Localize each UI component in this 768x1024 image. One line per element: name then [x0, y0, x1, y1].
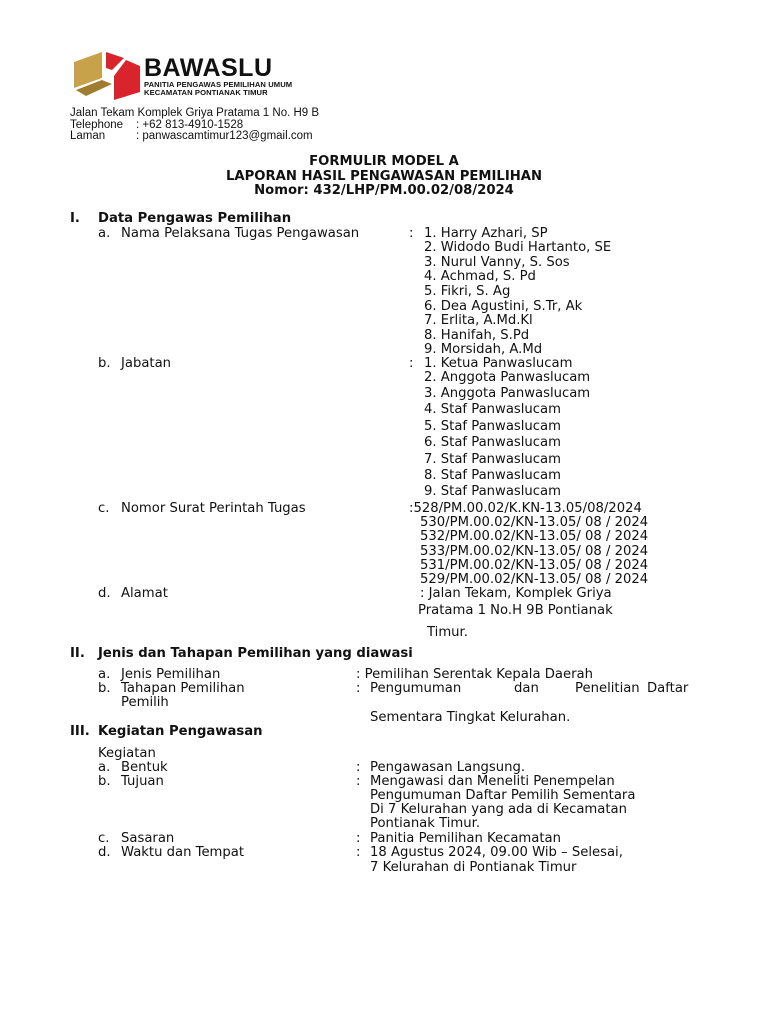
list-item: :528/PM.00.02/K.KN-13.05/08/2024 — [409, 501, 642, 516]
item-d-letter: d. — [98, 586, 111, 601]
item-c-letter: c. — [98, 501, 110, 516]
item-c-letter: c. — [98, 831, 110, 846]
item-b-colon: : — [356, 681, 361, 696]
report-number: Nomor: 432/LHP/PM.00.02/08/2024 — [254, 183, 514, 198]
item-a-letter: a. — [98, 667, 111, 682]
section-2-number: II. — [70, 646, 85, 661]
item-a-label: Nama Pelaksana Tugas Pengawasan — [121, 226, 360, 241]
stage-word: dan — [514, 681, 539, 696]
item-d-letter: d. — [98, 845, 111, 860]
laman-value: : panwascamtimur123@gmail.com — [136, 130, 313, 142]
logo-wordmark: BAWASLU — [144, 54, 273, 82]
list-item: 3. Anggota Panwaslucam — [424, 386, 591, 401]
list-item: 5. Fikri, S. Ag — [424, 284, 511, 299]
form-title: FORMULIR MODEL A — [309, 154, 459, 169]
telephone-label: Telephone — [70, 119, 124, 131]
list-item: 8. Staf Panwaslucam — [424, 468, 561, 483]
list-item: Mengawasi dan Meneliti Penempelan — [370, 774, 615, 789]
item-b-label: Tahapan Pemilihan — [121, 681, 245, 696]
item-c-label: Sasaran — [121, 831, 175, 846]
item-b-label: Jabatan — [121, 356, 172, 371]
item-a-colon: : — [356, 760, 361, 775]
item-c-colon: : — [356, 831, 361, 846]
list-item: 4. Staf Panwaslucam — [424, 402, 561, 417]
logo-subtitle-1: PANITIA PENGAWAS PEMILIHAN UMUM — [144, 80, 293, 89]
list-item: Pengumuman Daftar Pemilih Sementara — [370, 788, 636, 803]
section-1-number: I. — [70, 211, 80, 226]
list-item: 7. Erlita, A.Md.Kl — [424, 313, 533, 328]
section-2-heading: Jenis dan Tahapan Pemilihan yang diawasi — [98, 646, 413, 661]
list-item: 533/PM.00.02/KN-13.05/ 08 / 2024 — [420, 544, 649, 559]
stage-word: Penelitian — [575, 681, 640, 696]
list-item: 7. Staf Panwaslucam — [424, 452, 561, 467]
item-a-colon: : — [409, 226, 414, 241]
list-item: Di 7 Kelurahan yang ada di Kecamatan — [370, 802, 627, 817]
telephone-value: : +62 813-4910-1528 — [136, 119, 244, 131]
list-item: 2. Anggota Panwaslucam — [424, 370, 591, 385]
item-c-label: Nomor Surat Perintah Tugas — [121, 501, 306, 516]
list-item: 1. Ketua Panwaslucam — [424, 356, 573, 371]
list-item: 2. Widodo Budi Hartanto, SE — [424, 240, 612, 255]
list-item: 4. Achmad, S. Pd — [424, 269, 536, 284]
item-d-label: Alamat — [121, 586, 168, 601]
stage-word: Pengumuman — [370, 681, 462, 696]
address-line-1: : Jalan Tekam, Komplek Griya — [420, 586, 612, 601]
activity-intro: Kegiatan — [98, 746, 156, 761]
list-item: 9. Staf Panwaslucam — [424, 484, 561, 499]
list-item: 1. Harry Azhari, SP — [424, 226, 548, 241]
target-value: Panitia Pemilihan Kecamatan — [370, 831, 561, 846]
list-item: 529/PM.00.02/KN-13.05/ 08 / 2024 — [420, 572, 649, 587]
item-d-colon: : — [356, 845, 361, 860]
report-title: LAPORAN HASIL PENGAWASAN PEMILIHAN — [225, 169, 543, 184]
stage-value-continued: Sementara Tingkat Kelurahan. — [370, 710, 571, 725]
list-item: 9. Morsidah, A.Md — [424, 342, 543, 357]
election-type-value: : Pemilihan Serentak Kepala Daerah — [356, 667, 593, 682]
list-item: 8. Hanifah, S.Pd — [424, 328, 530, 343]
section-3-number: III. — [70, 724, 90, 739]
address-line-2: Pratama 1 No.H 9B Pontianak — [418, 603, 613, 618]
section-1-heading: Data Pengawas Pemilihan — [98, 211, 292, 226]
list-item: 6. Dea Agustini, S.Tr, Ak — [424, 299, 583, 314]
list-item: 530/PM.00.02/KN-13.05/ 08 / 2024 — [420, 515, 649, 530]
item-b-letter: b. — [98, 681, 111, 696]
list-item: Pontianak Timur. — [370, 816, 481, 831]
stage-word: Daftar — [647, 681, 689, 696]
item-b-label-continued: Pemilih — [121, 695, 169, 710]
item-b-label: Tujuan — [121, 774, 164, 789]
item-a-label: Bentuk — [121, 760, 168, 775]
list-item: 532/PM.00.02/KN-13.05/ 08 / 2024 — [420, 529, 649, 544]
item-d-label: Waktu dan Tempat — [121, 845, 245, 860]
list-item: 5. Staf Panwaslucam — [424, 419, 561, 434]
item-b-colon: : — [409, 356, 414, 371]
item-a-label: Jenis Pemilihan — [121, 667, 221, 682]
section-3-heading: Kegiatan Pengawasan — [98, 724, 263, 739]
form-value: Pengawasan Langsung. — [370, 760, 526, 775]
list-item: 6. Staf Panwaslucam — [424, 435, 561, 450]
item-a-letter: a. — [98, 760, 111, 775]
list-item: 531/PM.00.02/KN-13.05/ 08 / 2024 — [420, 558, 649, 573]
laman-label: Laman — [70, 130, 106, 142]
time-place-line-1: 18 Agustus 2024, 09.00 Wib – Selesai, — [370, 845, 623, 860]
bawaslu-logo-icon — [72, 48, 142, 100]
address-line-3: Timur. — [427, 625, 468, 640]
contact-address: Jalan Tekam Komplek Griya Pratama 1 No. H9 B — [70, 107, 320, 119]
list-item: 3. Nurul Vanny, S. Sos — [424, 255, 570, 270]
item-b-letter: b. — [98, 774, 111, 789]
logo-subtitle-2: KECAMATAN PONTIANAK TIMUR — [144, 88, 268, 97]
item-b-letter: b. — [98, 356, 111, 371]
item-a-letter: a. — [98, 226, 111, 241]
item-b-colon: : — [356, 774, 361, 789]
time-place-line-2: 7 Kelurahan di Pontianak Timur — [370, 860, 577, 875]
